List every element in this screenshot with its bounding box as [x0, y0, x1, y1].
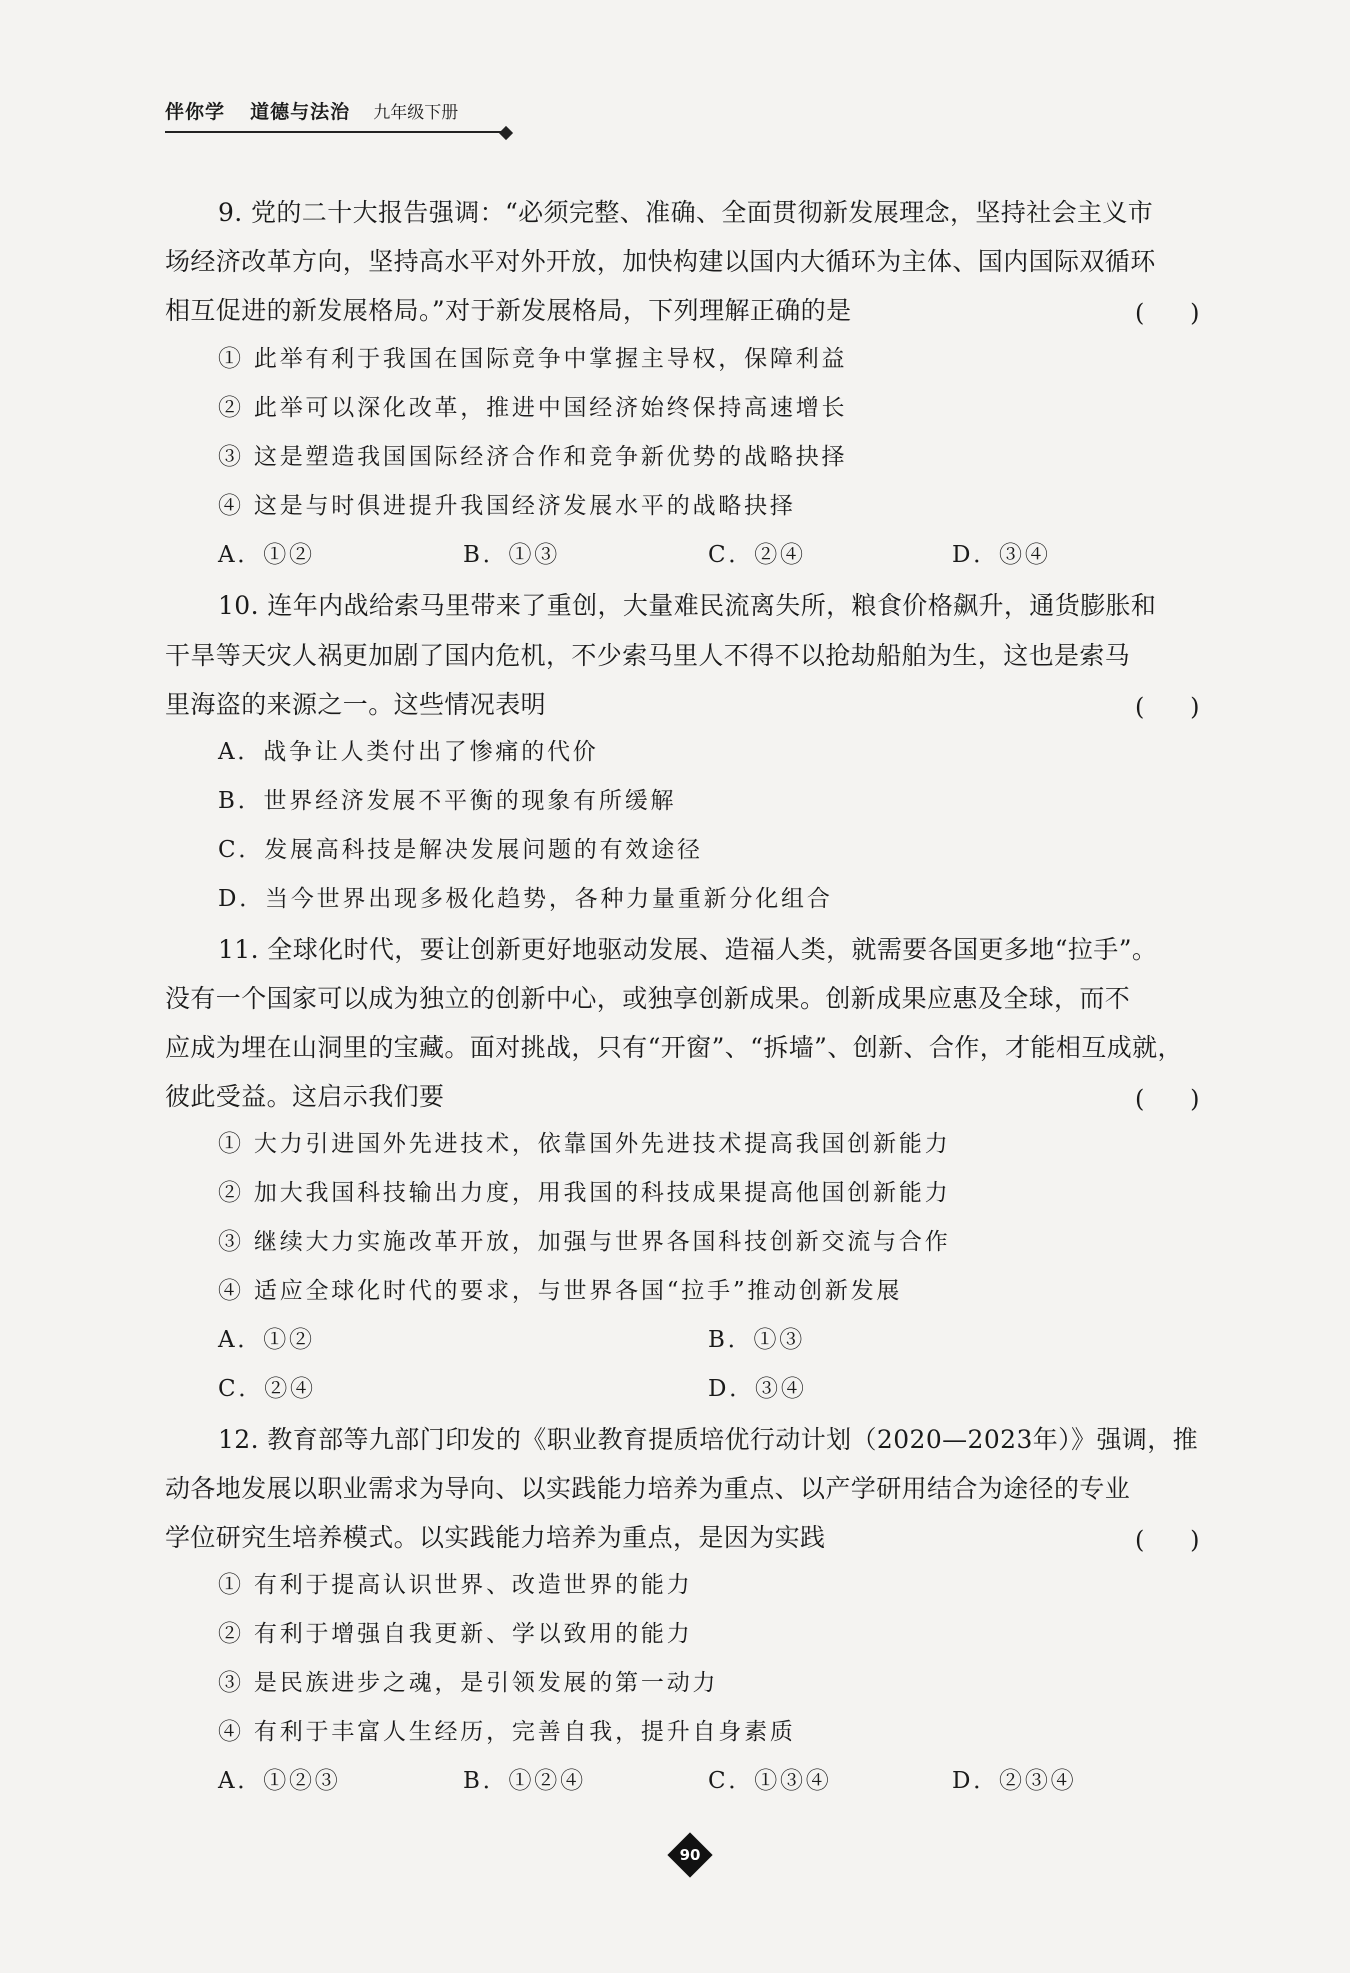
- choice-b[interactable]: B．①③: [463, 542, 561, 568]
- choice-c[interactable]: C．发展高科技是解决发展问题的有效途径: [218, 837, 703, 863]
- choice-a[interactable]: A．①②: [218, 542, 315, 568]
- statement-item: ① 此举有利于我国在国际竞争中掌握主导权，保障利益: [218, 346, 848, 372]
- choice-d[interactable]: D．③④: [952, 542, 1051, 568]
- grade-label: 九年级下册: [373, 103, 459, 123]
- question-stem-line: 动各地发展以职业需求为导向、以实践能力培养为重点、以产学研用结合为途径的专业: [165, 1474, 1131, 1503]
- choice-a[interactable]: A．战争让人类付出了惨痛的代价: [218, 739, 599, 765]
- subject-title: 道德与法治: [250, 101, 351, 123]
- statement-item: ③ 这是塑造我国国际经济合作和竞争新优势的战略抉择: [218, 444, 848, 470]
- question-stem-line: 场经济改革方向，坚持高水平对外开放，加快构建以国内大循环为主体、国内国际双循环: [165, 247, 1156, 276]
- statement-item: ④ 适应全球化时代的要求，与世界各国“拉手”推动创新发展: [218, 1278, 903, 1304]
- answer-parenthesis[interactable]: ( ): [1135, 1526, 1200, 1554]
- question-stem-line: 11. 全球化时代，要让创新更好地驱动发展、造福人类，就需要各国更多地“拉手”。: [218, 935, 1158, 964]
- question-stem-line: 9. 党的二十大报告强调：“必须完整、准确、全面贯彻新发展理念，坚持社会主义市: [218, 198, 1154, 227]
- choice-a[interactable]: A．①②③: [218, 1768, 341, 1794]
- choice-a[interactable]: A．①②: [218, 1327, 315, 1353]
- statement-item: ① 有利于提高认识世界、改造世界的能力: [218, 1572, 693, 1598]
- answer-parenthesis[interactable]: ( ): [1135, 693, 1200, 721]
- question-stem-line: 学位研究生培养模式。以实践能力培养为重点，是因为实践: [165, 1523, 826, 1552]
- statement-item: ③ 继续大力实施改革开放，加强与世界各国科技创新交流与合作: [218, 1229, 951, 1255]
- statement-item: ③ 是民族进步之魂，是引领发展的第一动力: [218, 1670, 719, 1696]
- choice-b[interactable]: B．世界经济发展不平衡的现象有所缓解: [218, 788, 677, 814]
- statement-item: ② 此举可以深化改革，推进中国经济始终保持高速增长: [218, 395, 848, 421]
- choice-c[interactable]: C．②④: [708, 542, 806, 568]
- question-stem-line: 干旱等天灾人祸更加剧了国内危机，不少索马里人不得不以抢劫船舶为生，这也是索马: [165, 641, 1131, 670]
- page-number-badge: [670, 1835, 710, 1875]
- statement-item: ① 大力引进国外先进技术，依靠国外先进技术提高我国创新能力: [218, 1131, 951, 1157]
- choice-d[interactable]: D．当今世界出现多极化趋势，各种力量重新分化组合: [218, 886, 833, 912]
- page-number: 90: [679, 1846, 701, 1864]
- choice-d[interactable]: D．②③④: [952, 1768, 1077, 1794]
- page-header: [165, 95, 505, 133]
- statement-item: ② 加大我国科技输出力度，用我国的科技成果提高他国创新能力: [218, 1180, 951, 1206]
- question-stem-line: 10. 连年内战给索马里带来了重创，大量难民流离失所，粮食价格飙升，通货膨胀和: [218, 591, 1157, 620]
- statement-item: ④ 有利于丰富人生经历，完善自我，提升自身素质: [218, 1719, 796, 1745]
- choice-d[interactable]: D．③④: [708, 1376, 807, 1402]
- question-stem-line: 彼此受益。这启示我们要: [165, 1082, 445, 1111]
- choice-b[interactable]: B．①③: [708, 1327, 806, 1353]
- question-stem-line: 12. 教育部等九部门印发的《职业教育提质培优行动计划（2020—2023年）》强调，推: [218, 1425, 1199, 1454]
- header-diamond-icon: [499, 126, 513, 140]
- choice-c[interactable]: C．②④: [218, 1376, 316, 1402]
- question-stem-line: 应成为埋在山洞里的宝藏。面对挑战，只有“开窗”、“拆墙”、创新、合作，才能相互成就，: [165, 1033, 1183, 1062]
- statement-item: ④ 这是与时俱进提升我国经济发展水平的战略抉择: [218, 493, 796, 519]
- answer-parenthesis[interactable]: ( ): [1135, 1085, 1200, 1113]
- choice-b[interactable]: B．①②④: [463, 1768, 586, 1794]
- question-stem-line: 相互促进的新发展格局。”对于新发展格局，下列理解正确的是: [165, 296, 852, 325]
- statement-item: ② 有利于增强自我更新、学以致用的能力: [218, 1621, 693, 1647]
- book-title: 伴你学: [165, 101, 226, 123]
- question-stem-line: 没有一个国家可以成为独立的创新中心，或独享创新成果。创新成果应惠及全球，而不: [165, 984, 1131, 1013]
- choice-c[interactable]: C．①③④: [708, 1768, 832, 1794]
- question-stem-line: 里海盗的来源之一。这些情况表明: [165, 690, 547, 719]
- answer-parenthesis[interactable]: ( ): [1135, 299, 1200, 327]
